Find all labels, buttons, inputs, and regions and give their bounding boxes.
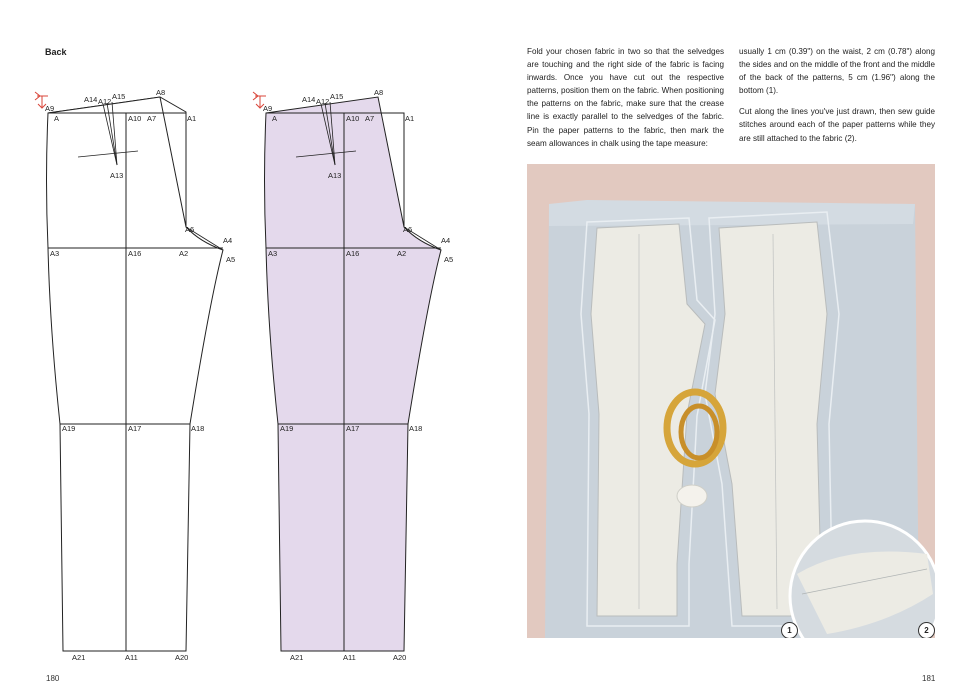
fabric-photo [527,164,935,638]
paragraph: Fold your chosen fabric in two so that the selvedges are touching and the right side of the fabric is facing inwards. Once you have cut out the respective patterns, position them on the fabric. When positioning the patterns on the fabric, make sure that the crease line is exactly parallel to the selvedges of the fabric. Pin the paper patterns to the fabric, then mark the seam allowances in chalk using the tape measure: [527,47,724,148]
pattern-left-shape [47,97,224,651]
label-a1: A1 [187,114,197,123]
label-a10: A10 [128,114,142,123]
label-a3-right: A3 [268,249,278,258]
label-a2-right: A2 [397,249,407,258]
label-a6: A6 [185,225,195,234]
section-title: Back [45,47,67,57]
label-a11-right: A11 [343,653,356,662]
paragraph: Cut along the lines you've just drawn, then sew guide stitches around each of the paper patterns while they are still attached to the fabric (2). [739,107,935,143]
label-a6-right: A6 [403,225,413,234]
label-a4: A4 [223,236,233,245]
label-a21: A21 [72,653,86,662]
photo-badge-1: 1 [781,622,798,638]
page-number-left: 180 [46,674,60,683]
label-a5-right: A5 [444,255,454,264]
pattern-right-shape [265,97,442,651]
label-a20-right: A20 [393,653,407,662]
page-number-right: 181 [922,674,936,683]
label-a18-right: A18 [409,424,423,433]
label-a10-right: A10 [346,114,360,123]
label-a4-right: A4 [441,236,451,245]
label-a12-right: A12 [316,97,330,106]
label-a1-right: A1 [405,114,415,123]
label-a11: A11 [125,653,138,662]
label-a21-right: A21 [290,653,304,662]
label-a19: A19 [62,424,76,433]
text-column-2 [739,45,935,153]
label-a17-right: A17 [346,424,360,433]
label-a12: A12 [98,97,112,106]
label-a: A [54,114,60,123]
label-a15-right: A15 [330,92,344,101]
label-a19-right: A19 [280,424,294,433]
pattern-back-outline [35,92,223,651]
label-a16-right: A16 [346,249,360,258]
label-a13-right: A13 [328,171,342,180]
label-a9: A9 [45,104,55,113]
paragraph: usually 1 cm (0.39") on the waist, 2 cm (0.78") along the sides and on the middle of the front and the middle of the back of the patterns, 5 cm (1.96") along the bottom (1). [739,47,935,96]
photo-badge-2: 2 [918,622,935,638]
label-a-right: A [272,114,278,123]
label-a7: A7 [147,114,157,123]
label-a5: A5 [226,255,236,264]
label-a8-right: A8 [374,88,384,97]
label-a14-right: A14 [302,95,316,104]
label-a13: A13 [110,171,124,180]
label-a9-right: A9 [263,104,273,113]
label-a2: A2 [179,249,189,258]
pattern-back-filled [253,92,441,651]
label-a18: A18 [191,424,205,433]
label-a3: A3 [50,249,60,258]
label-a8: A8 [156,88,166,97]
text-column-1 [527,45,724,158]
label-a20: A20 [175,653,189,662]
label-a15: A15 [112,92,126,101]
label-a16: A16 [128,249,142,258]
label-a17: A17 [128,424,142,433]
label-a14: A14 [84,95,98,104]
label-a7-right: A7 [365,114,375,123]
